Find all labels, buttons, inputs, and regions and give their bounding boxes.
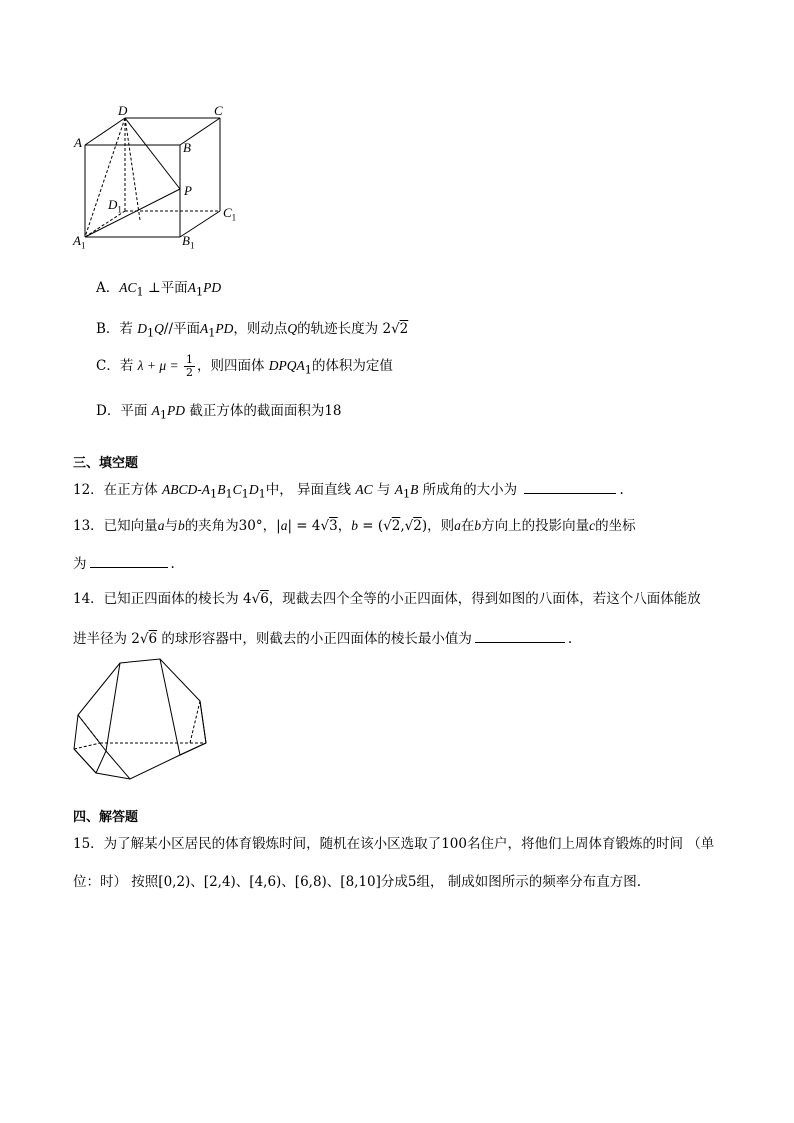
- option-a: A．$AC_1$ ⊥平面$A_1PD$: [96, 280, 222, 299]
- answer-blank-12[interactable]: [524, 481, 616, 494]
- option-c: C．若 λ + μ = $\frac{1}{2}$ ，则四面体 $DPQA_1$的体积为定值: [96, 353, 393, 379]
- section-answer-title: 四、解答题: [73, 810, 139, 825]
- label-A1: $A_1$: [73, 233, 86, 251]
- label-C1: $C_1$: [223, 205, 237, 223]
- label-C: C: [214, 103, 223, 118]
- answer-blank-13[interactable]: [90, 555, 168, 568]
- truncated-tetrahedron-figure: [70, 655, 220, 785]
- label-D: D: [118, 103, 128, 118]
- label-P: P: [184, 183, 192, 198]
- question-15-line2: 位：时） 按照[0,2)、[2,4)、[4,6)、[6,8)、[8,10]分成5组， 制成如图所示的频率分布直方图.: [73, 874, 642, 890]
- fraction-half: $\frac{1}{2}$: [185, 353, 193, 379]
- question-14: 14．已知正四面体的棱长为 4√6，现截去四个全等的小正四面体，得到如图的八面体，若这个八面体能放: [73, 591, 701, 607]
- question-12: 12．在正方体 ABCD-$A_1B_1C_1D_1$中， 异面直线 AC 与 $A_1B$ 所成角的大小为 .: [73, 482, 624, 501]
- cube-figure: [70, 100, 250, 260]
- question-13-line2: 为 .: [73, 556, 175, 572]
- option-b: B．若 $D_1Q//$平面$A_1PD$，则动点Q的轨迹长度为 2√2: [96, 321, 409, 340]
- option-d: D．平面 $A_1PD$ 截正方体的截面面积为18: [96, 403, 342, 422]
- question-15: 15．为了解某小区居民的体育锻炼时间，随机在该小区选取了100名住户，将他们上周体育锻炼的时间 （单: [73, 836, 715, 852]
- label-D1: $D_1$: [108, 197, 122, 215]
- question-14-line2: 进半径为 2√6 的球形容器中，则截去的小正四面体的棱长最小值为 .: [73, 631, 573, 647]
- question-13: 13．已知向量a与b的夹角为30°，|a| = 4√3，b = (√2,√2)，则a在b方向上的投影向量c的坐标: [73, 518, 636, 534]
- label-A: A: [74, 135, 82, 150]
- label-B: B: [183, 140, 191, 155]
- answer-blank-14[interactable]: [475, 630, 565, 643]
- label-B1: $B_1$: [182, 233, 195, 251]
- section-fill-in-title: 三、填空题: [73, 456, 139, 471]
